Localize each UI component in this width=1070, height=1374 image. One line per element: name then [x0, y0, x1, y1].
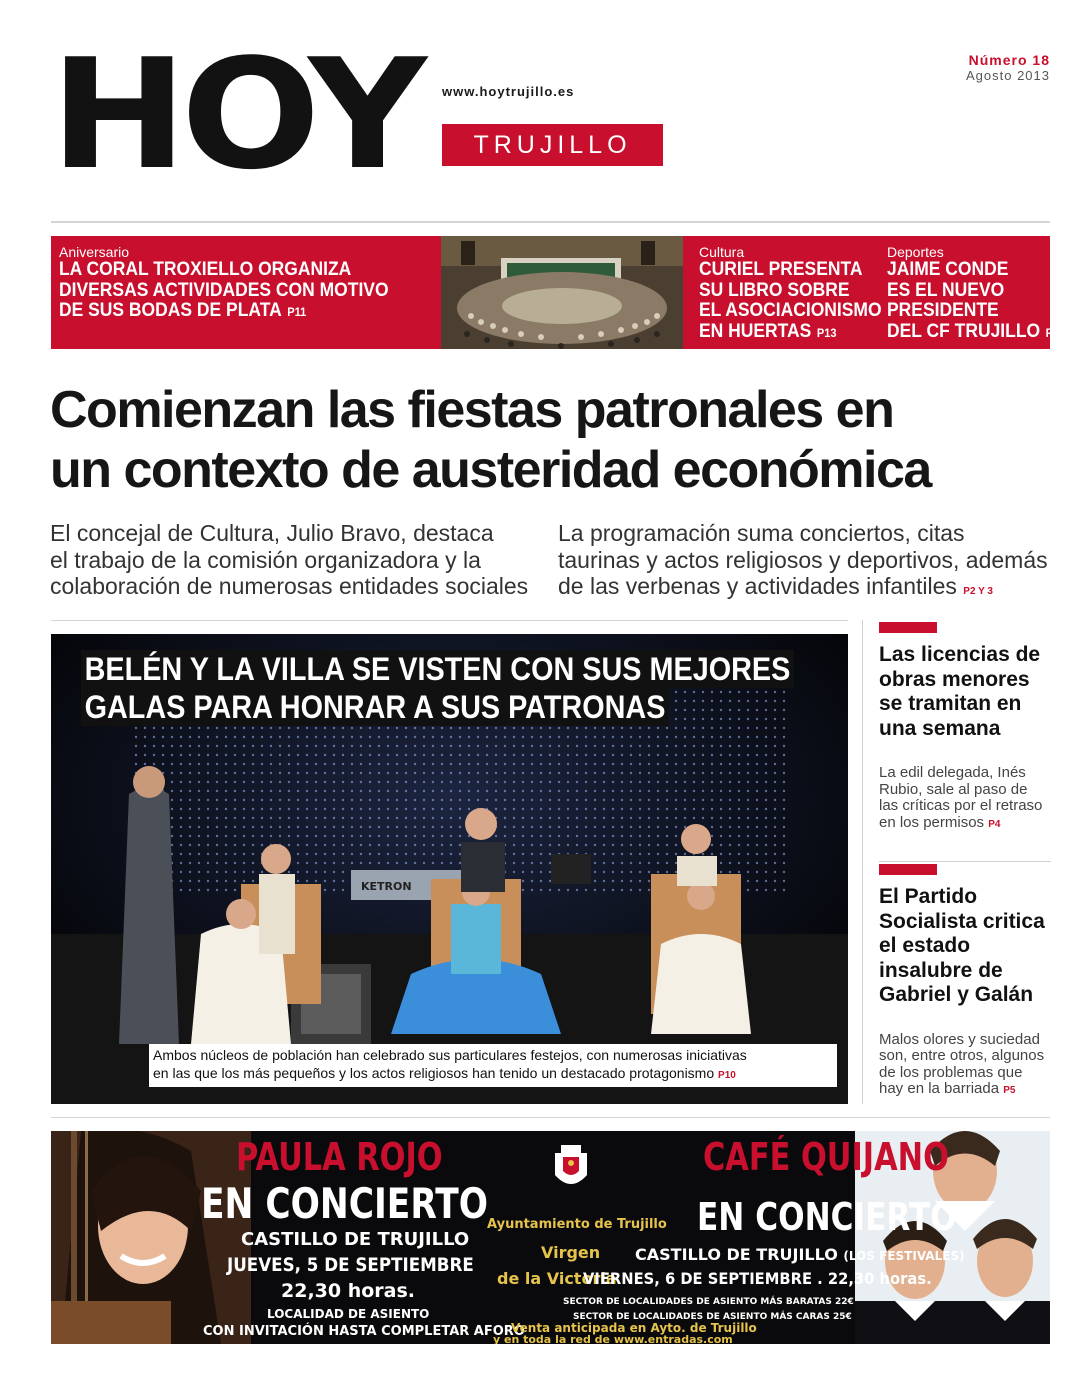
- teaser-headline-line: DE SUS BODAS DE PLATA: [59, 300, 282, 321]
- ad-left-venue: CASTILLO DE TRUJILLO: [241, 1229, 470, 1250]
- dek-line: de las verbenas y actividades infantiles: [558, 573, 957, 599]
- teaser-cultura[interactable]: [699, 244, 897, 343]
- page-ref: P13: [816, 325, 837, 340]
- headline-line: Socialista critica: [879, 909, 1045, 933]
- page-ref: P4: [988, 818, 1001, 830]
- teaser-headline-line: DEL CF TRUJILLO: [887, 320, 1041, 342]
- caption-line: en las que los más pequeños y los actos religiosos han tenido un destacado protagonismo: [153, 1065, 715, 1081]
- teaser-headline-line: EN HUERTAS: [699, 320, 812, 342]
- ad-left-note: CON INVITACIÓN HASTA COMPLETAR AFORO: [203, 1324, 525, 1339]
- sidebar-headline: [879, 643, 1054, 741]
- headline-line: Comienzan las fiestas patronales en: [50, 381, 894, 439]
- teaser-kicker: Aniversario: [59, 244, 130, 260]
- summary-line: Rubio, sale al paso de: [879, 780, 1028, 798]
- concert-advertisement[interactable]: [51, 1131, 1050, 1344]
- ad-price-line: SECTOR DE LOCALIDADES DE ASIENTO MÁS BARATAS 22€: [563, 1297, 854, 1307]
- issue-date: Agosto 2013: [965, 68, 1050, 83]
- teaser-headline-line: EL ASOCIACIONISMO: [699, 300, 882, 321]
- ad-right-date: VIERNES, 6 DE SEPTIEMBRE .: [583, 1269, 823, 1288]
- page-ref: P11: [287, 305, 307, 319]
- headline-line: una semana: [879, 716, 1001, 740]
- dek-line: taurinas y actos religiosos y deportivos, además: [558, 546, 1048, 573]
- headline-line: Las licencias de: [879, 643, 1041, 666]
- newspaper-logo: HOY: [50, 26, 421, 203]
- section-marker: [879, 864, 937, 875]
- caption-line: Ambos núcleos de población han celebrado sus particulares festejos, con numerosas iniciativas: [153, 1047, 747, 1063]
- dek-right: [558, 520, 1053, 606]
- headline-line: obras menores: [879, 667, 1030, 691]
- summary-line: las críticas por el retraso: [879, 797, 1043, 814]
- town-crest-icon: [553, 1143, 589, 1193]
- photo-caption: [149, 1044, 837, 1087]
- teaser-headline-line: DIVERSAS ACTIVIDADES CON MOTIVO: [59, 279, 389, 301]
- divider: [51, 1117, 1050, 1118]
- festival-stage-photo[interactable]: [51, 634, 848, 1104]
- paula-rojo-portrait: [51, 1131, 251, 1344]
- sidebar-summary: [879, 765, 1054, 833]
- column-divider: [862, 620, 863, 1104]
- ad-right-venue: CASTILLO DE TRUJILLO: [635, 1245, 838, 1264]
- edition-label: TRUJILLO: [442, 124, 663, 166]
- ad-right-venue-line: [635, 1245, 965, 1264]
- headline-line: se tramitan en: [879, 692, 1022, 715]
- issue-number: Número 18: [968, 52, 1050, 68]
- headline-line: el estado: [879, 934, 971, 957]
- summary-line: son, entre otros, algunos: [879, 1047, 1045, 1064]
- teaser-headline-line: CURIEL PRESENTA: [699, 259, 863, 280]
- summary-line: La edil delegada, Inés: [879, 764, 1026, 781]
- ad-center-line: Virgen: [541, 1243, 601, 1262]
- teaser-deportes[interactable]: [887, 244, 1070, 343]
- headline-line: insalubre de: [879, 958, 1003, 982]
- divider: [879, 861, 1051, 862]
- ad-sale-line: Venta anticipada en Ayto. de Trujillo: [511, 1321, 757, 1335]
- website-url[interactable]: www.hoytrujillo.es: [442, 84, 575, 99]
- sidebar-story-licencias[interactable]: [879, 622, 1054, 833]
- page-ref: P15: [1045, 325, 1066, 340]
- summary-line: de los problemas que: [879, 1063, 1023, 1081]
- sidebar-summary: [879, 1032, 1054, 1100]
- ad-left-time: 22,30 horas.: [281, 1280, 416, 1302]
- ad-right-date-line: [583, 1269, 932, 1288]
- ad-price-line: SECTOR DE LOCALIDADES DE ASIENTO MÁS CARAS 25€: [573, 1312, 852, 1322]
- stage-sign: KETRON: [361, 880, 412, 893]
- ad-right-time: 22,30 horas.: [827, 1269, 932, 1288]
- sidebar-story-partido-socialista[interactable]: [879, 864, 1054, 1100]
- dek-line: El concejal de Cultura, Julio Bravo, destaca: [50, 520, 494, 546]
- dek-line: el trabajo de la comisión organizadora y la: [50, 546, 481, 573]
- headline-line: un contexto de austeridad económica: [50, 441, 931, 499]
- page-ref: P5: [1003, 1085, 1016, 1096]
- main-headline[interactable]: [50, 380, 931, 500]
- ad-left-artist: PAULA ROJO: [236, 1135, 443, 1179]
- divider: [51, 620, 848, 621]
- teaser-headline-line: PRESIDENTE: [887, 300, 999, 321]
- issue-info: [966, 52, 1050, 83]
- dek-line: colaboración de numerosas entidades sociales: [50, 573, 529, 599]
- ad-left-title: EN CONCIERTO: [201, 1179, 489, 1228]
- dek-line: La programación suma conciertos, citas: [558, 520, 965, 546]
- photo-headline-line: BELÉN Y LA VILLA SE VISTEN CON SUS MEJORES: [81, 650, 794, 688]
- ad-right-venue-note: (LOS FESTIVALES): [843, 1249, 965, 1263]
- teaser-kicker: Cultura: [699, 244, 745, 260]
- ad-right-title: EN CONCIERTO: [697, 1195, 957, 1239]
- headline-line: Gabriel y Galán: [879, 983, 1034, 1006]
- sidebar-headline: [879, 885, 1054, 1008]
- page-ref: P2 Y 3: [963, 586, 993, 597]
- teaser-aniversario[interactable]: [59, 244, 417, 323]
- choir-concert-photo: [441, 236, 683, 349]
- teaser-headline-line: ES EL NUEVO: [887, 279, 1005, 301]
- section-marker: [879, 622, 937, 633]
- ad-left-note: LOCALIDAD DE ASIENTO: [267, 1307, 430, 1321]
- headline-line: El Partido: [879, 885, 978, 908]
- ad-sale-line: y en toda la red de www.entradas.com: [493, 1333, 733, 1344]
- summary-line: hay en la barriada: [879, 1080, 1000, 1097]
- teaser-headline-line: LA CORAL TROXIELLO ORGANIZA: [59, 259, 352, 280]
- ad-center-line: de la Victoria: [497, 1269, 617, 1288]
- teaser-headline-line: JAIME CONDE: [887, 259, 1009, 280]
- teaser-headline-line: SU LIBRO SOBRE: [699, 279, 850, 301]
- ad-org: Ayuntamiento de Trujillo: [487, 1217, 667, 1232]
- teaser-band: [51, 236, 1066, 349]
- page-ref: P10: [718, 1070, 736, 1081]
- divider: [51, 221, 1050, 223]
- photo-headline-line: GALAS PARA HONRAR A SUS PATRONAS: [81, 688, 669, 726]
- summary-line: Malos olores y suciedad: [879, 1030, 1040, 1048]
- ad-right-artist: CAFÉ QUIJANO: [703, 1135, 949, 1179]
- ad-left-date: JUEVES, 5 DE SEPTIEMBRE: [227, 1254, 474, 1276]
- summary-line: en los permisos: [879, 813, 985, 831]
- teaser-kicker: Deportes: [887, 244, 944, 260]
- dek-left: [50, 520, 540, 600]
- photo-headline: [81, 650, 848, 726]
